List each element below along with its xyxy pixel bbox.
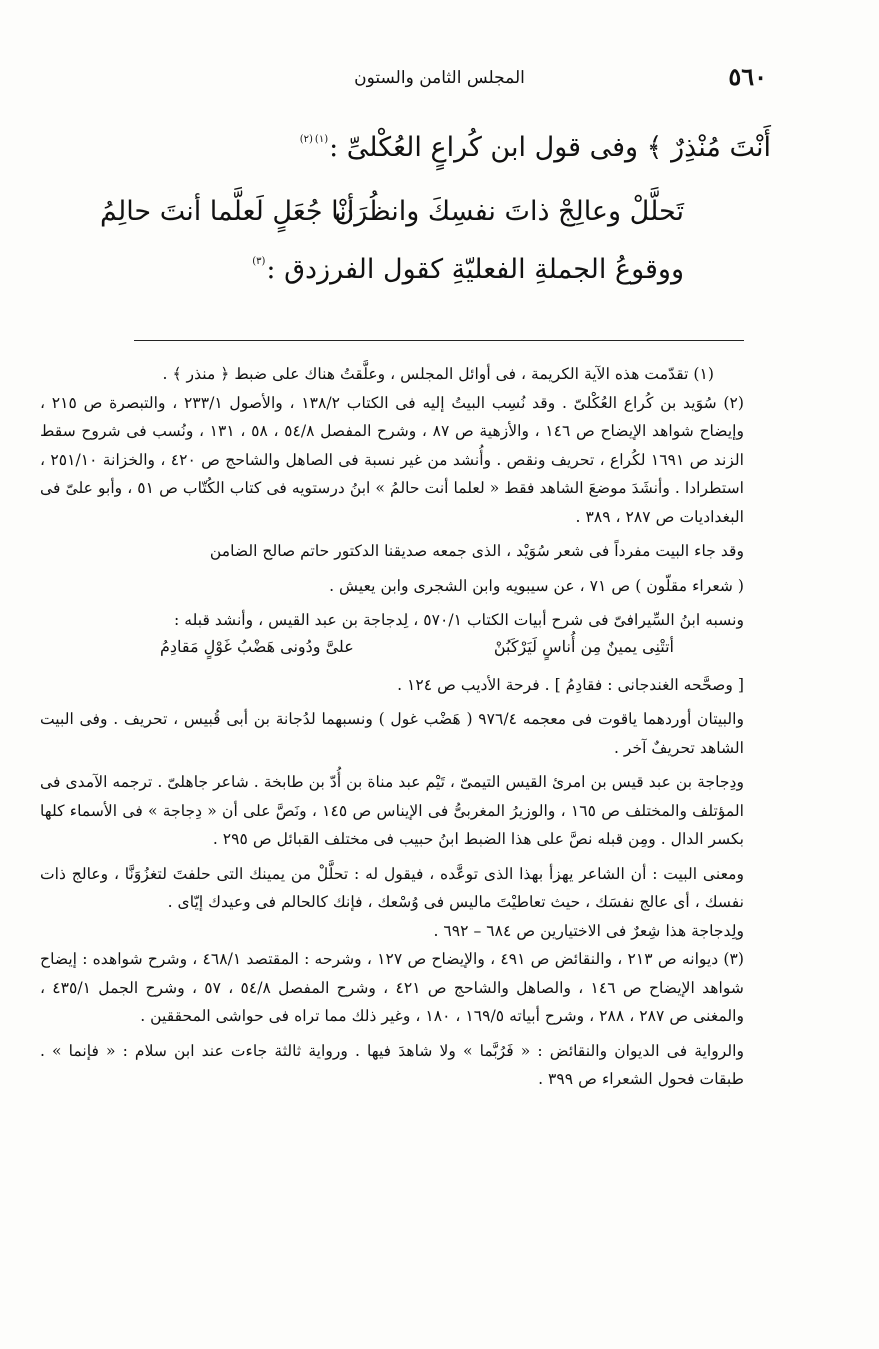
footnote-verse: [40, 635, 744, 665]
main-text-line-3: [251, 254, 684, 285]
footnote-verse-second-hemistich: علىَّ ودُونى هَضْبُ غَوْلٍ مَقادِمُ: [160, 636, 354, 656]
footnotes: [40, 360, 744, 1094]
verse-1-first-hemistich: تَحلَّلْ وعالِجْ ذاتَ نفسِكَ وانظُرَنْ: [334, 196, 684, 227]
footnote-3: (٣) ديوانه ص ٢١٣ ، والنقائض ص ٤٩١ ، والإيضاح ص ١٢٧ ، وشرحه : المقتصد ٤٦٨/١ ، وشرح شواهده : إيضاح شواهد الإيضاح ص ١٤٦ ، والصاهل والشاحج ص ٤٢١ ، وشرح المفصل ٥٤/٨ ، ٥٧ ، وشرح الجمل ٤٣٥/١ ، والمغنى ص ٢٨٧ ، ٢٨٨ ، وشرح أبياته ١٦٩/٥ ، ١٨٠ ، وغير ذلك مما تراه فى حواشى المحققين .: [40, 950, 744, 1025]
footnote-2-para-5: [ وصحَّحه الغندجانى : فقادِمُ ] . فرحة الأديب ص ١٢٤ .: [397, 675, 744, 694]
footnote-2-para-8: ومعنى البيت : أن الشاعر يهزأ بهذا الذى توعَّده ، فيقول له : تحلَّلْ من يمينك التى حلفتَ لتغزُوَنَّا ، وعالج ذات نفسك ، أى عالج نفسَك ، حيث تعاطيْتَ ماليس فى وُسْعك ، فإنك كالحالم فى وعيدك إيّاى .: [40, 864, 744, 911]
footnote-2-para-7: ودِجاجة بن عبد قيس بن امرئ القيس التيمىّ ، تَيْم عبد مناة بن أُدّ بن طابخة . شاعر جاهلىّ . ترجمه الآمدى فى المؤتلف والمختلف ص ١٦٥ ، والوزيرُ المغربىُّ فى الإيناس ص ١٤٥ ، ونَصَّ على أن « دِجاجة » فى الأسماء كلها بكسر الدال . ومِن قبله نصَّ على هذا الضبط ابنُ حبيب فى مختلف القبائل ص ٢٩٥ .: [40, 773, 744, 848]
footnote-2-para-4: ونسبه ابنُ السِّيرافىّ فى شرح أبيات الكتاب ٥٧٠/١ ، لِدجاجة بن عبد القيس ، وأنشد قبله :: [174, 611, 744, 629]
page-number: ٥٦٠: [728, 62, 767, 91]
footnote-2: (٢) سُوَيد بن كُراع العُكْلىّ . وقد نُسِب البيتُ إليه فى الكتاب ١٣٨/٢ ، والأصول ٢٣٣/١ ، والتبصرة ص ٢١٥ ، وإيضاح شواهد الإيضاح ص ١٤٦ ، والأزهية ص ٨٧ ، وشرح المفصل ٥٤/٨ ، ٥٨ ، ١٣١ ، ونُسب فى شروح سقط الزند ص ١٦٩١ لكُراع ، تحريف ونقص . وأُنشد من غير نسبة فى الصاهل والشاحج ص ٤٢٠ ، والخزانة ٢٥١/١٠ ، استطرادا . وأنشَدَ موضعَ الشاهد فقط « لعلما أنت حالمُ » ابنُ درستويه فى كتاب الكُتّاب ص ٥١ ، وأبو علىّ فى البغداديات ص ٢٨٧ ، ٣٨٩ .: [40, 393, 745, 526]
footnote-mark-2: (٢): [299, 134, 313, 145]
page-header: [0, 62, 879, 92]
footnote-2-para-6: والبيتان أوردهما ياقوت فى معجمه ٩٧٦/٤ ( هَضْب غول ) ونسبهما لدُجانة بن أبى قُبيس ، تحريف . وفى البيت الشاهد تحريفٌ آخر .: [40, 710, 744, 757]
main-text-line-1: [299, 132, 771, 163]
footnote-separator: [134, 340, 744, 341]
footnote-2-para-9: ولِدجاجة هذا شِعرٌ فى الاختيارين ص ٦٨٤ – ٦٩٢ .: [433, 921, 744, 940]
footnote-mark-1: (١): [314, 134, 329, 145]
running-title: المجلس الثامن والستون: [354, 68, 525, 88]
footnote-3-para-2: والرواية فى الديوان والنقائض : « فَرُبَّما » ولا شاهدَ فيها . ورواية ثالثة جاءت عند ابن سلام : « فإنما » . طبقات فحول الشعراء ص ٣٩٩ .: [40, 1041, 744, 1088]
footnote-2-para-3: ( شعراء مقلّون ) ص ٧١ ، عن سيبويه وابن الشجرى وابن يعيش .: [329, 576, 744, 595]
footnote-mark-3: (٣): [252, 256, 266, 267]
footnote-2-para-2: وقد جاء البيت مفرداً فى شعر سُوَيْد ، الذى جمعه صديقنا الدكتور حاتم صالح الضامن: [209, 542, 744, 560]
footnote-verse-first-hemistich: أتتْنِى يمينٌ مِن أُناسٍ لَيَرْكَبُنْ: [493, 636, 674, 656]
footnote-1: (١) تقدّمت هذه الآية الكريمة ، فى أوائل المجلس ، وعلَّقتُ هناك على ضبط ﴿ منذر ﴾ .: [162, 365, 714, 383]
main-line-1-text: أَنْتَ مُنْذِرٌ ﴾ وفى قول ابن كُراعٍ العُكْلىِّ :: [329, 132, 771, 163]
main-line-3-text: ووقوعُ الجملةِ الفعليّةِ كقول الفرزدق :: [266, 254, 684, 285]
verse-1-second-hemistich: أبا جُعَلٍ لَعلَّما أنتَ حالِمُ: [100, 196, 355, 227]
